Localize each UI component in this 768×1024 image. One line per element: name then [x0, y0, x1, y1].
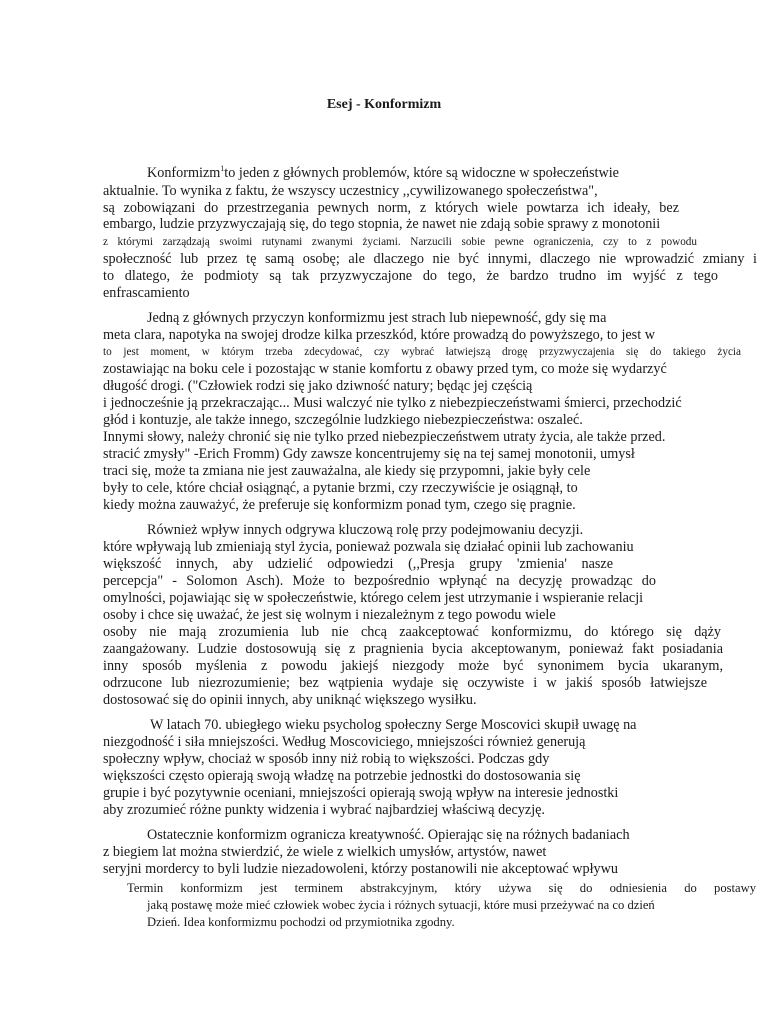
paragraph-line: seryjni mordercy to byli ludzie niezadowoleni, którzy postanowili nie akceptować wpływu	[103, 861, 618, 877]
paragraph-line: zaangażowany. Ludzie dostosowują się z pragnienia bycia akceptowanym, ponieważ fakt posiadania	[103, 641, 723, 657]
paragraph-line: głód i kontuzje, ale także innego, szczególnie ludzkiego niebezpieczeństwa: oszaleć.	[103, 412, 583, 428]
footnote-marker: 1	[220, 164, 225, 173]
paragraph-line: niezgodność i siła mniejszości. Według Moscoviciego, mniejszości również generują	[103, 734, 586, 750]
footnote-line: Termin konformizm jest terminem abstrakcyjnym, który używa się do odniesienia do postawy	[127, 881, 756, 895]
paragraph-line: aktualnie. To wynika z faktu, że wszyscy uczestnicy ,,cywilizowanego społeczeństwa",	[103, 183, 598, 199]
paragraph-line: osoby nie mają zrozumienia lub nie chcą zaakceptować konformizmu, do którego się dąży	[103, 624, 721, 640]
paragraph-line: W latach 70. ubiegłego wieku psycholog społeczny Serge Moscovici skupił uwagę na	[150, 717, 637, 733]
paragraph-line: z którymi zarządzają swoimi rutynami zwanymi życiami. Narzucili sobie pewne ograniczenia, czy to z powodu	[103, 236, 697, 248]
paragraph-line: meta clara, napotyka na swojej drodze kilka przeszkód, które prowadzą do powyższego, to jest w	[103, 327, 655, 343]
paragraph-line: kiedy można zauważyć, że preferuje się konformizm ponad tym, czego się pragnie.	[103, 497, 576, 513]
paragraph-line: Konformizm$^1$to jeden z głównych problemów, które są widoczne w społeczeństwie	[147, 164, 619, 181]
paragraph-line: traci się, może ta zmiana nie jest zauważalna, ale kiedy się przypomni, jakie były cele	[103, 463, 591, 479]
paragraph-line: stracić zmysły" -Erich Fromm) Gdy zawsze koncentrujemy się na tej samej monotonii, umysł	[103, 446, 635, 462]
paragraph-line: osoby i chce się uważać, że jest się wolnym i niezależnym z tego powodu wiele	[103, 607, 556, 623]
paragraph-line: Jedną z głównych przyczyn konformizmu jest strach lub niepewność, gdy się ma	[147, 310, 607, 326]
paragraph-line: grupie i być pozytywnie oceniani, mniejszości opierają swoją wpływ na interesie jednostki	[103, 785, 619, 801]
document-title: Esej - Konformizm	[326, 97, 442, 112]
paragraph-line: były to cele, które chciał osiągnąć, a pytanie brzmi, czy rzeczywiście je osiągnął, to	[103, 480, 578, 496]
paragraph-line: omylności, pojawiając się w społeczeństwie, którego celem jest utrzymanie i wspieranie relacji	[103, 590, 644, 606]
paragraph-line: z biegiem lat można stwierdzić, że wiele z wielkich umysłów, artystów, nawet	[103, 844, 547, 860]
paragraph-line: długość drogi. ("Człowiek rodzi się jako dziwność natury; będąc jej częścią	[103, 378, 533, 394]
paragraph-line: aby zrozumieć różne punkty widzenia i wybrać najbardziej właściwą decyzję.	[103, 802, 545, 818]
paragraph-line: Innymi słowy, należy chronić się nie tylko przed niebezpieczeństwem utraty życia, ale także przed.	[103, 429, 666, 445]
paragraph-line: większość innych, aby udzielić odpowiedzi (,,Presja grupy 'zmienia' nasze	[103, 556, 613, 572]
paragraph-line: odrzucone lub niezrozumienie; bez wątpienia wydaje się oczywiste i w jakiś sposób łatwiejsze	[103, 675, 707, 691]
paragraph-line: inny sposób myślenia z powodu jakiejś niezgody może być synonimem bycia ukaranym,	[103, 658, 723, 674]
paragraph-line: Ostatecznie konformizm ogranicza kreatywność. Opierając się na różnych badaniach	[147, 827, 630, 843]
paragraph-line: społeczność lub przez tę samą osobę; ale dlaczego nie być innymi, dlaczego nie wprowadzić zmiany i	[103, 251, 757, 267]
paragraph-line: enfrascamiento	[103, 285, 190, 301]
paragraph-line: które wpływają lub zmieniają styl życia, ponieważ pozwala się działać opinii lub zachowaniu	[103, 539, 634, 555]
paragraph-line: zostawiając na boku cele i pozostając w stanie komfortu z obawy przed tym, co może się wydarzyć	[103, 361, 667, 377]
paragraph-line: embargo, ludzie przyzwyczajają się, do tego stopnia, że nawet nie zdają sobie sprawy z monotonii	[103, 216, 661, 232]
footnote-line: jaką postawę może mieć człowiek wobec życia i różnych sytuacji, które musi przeżywać na co dzień	[147, 898, 655, 912]
footnote-line: Dzień. Idea konformizmu pochodzi od przymiotnika zgodny.	[147, 915, 455, 929]
paragraph-line: są zobowiązani do przestrzegania pewnych norm, z których wiele powtarza ich ideały, bez	[103, 200, 679, 216]
paragraph-line: dostosować się do opinii innych, aby uniknąć większego wysiłku.	[103, 692, 477, 708]
paragraph-line: Również wpływ innych odgrywa kluczową rolę przy podejmowaniu decyzji.	[147, 522, 584, 538]
paragraph-line: i jednocześnie ją przekraczając... Musi walczyć nie tylko z niebezpieczeństwami śmierci, przechodzić	[103, 395, 682, 411]
paragraph-line: percepcja" - Solomon Asch). Może to bezpośrednio wpłynąć na decyzję prowadząc do	[103, 573, 656, 589]
paragraph-line: to dlatego, że podmioty są tak przyzwyczajone do tego, że bardzo trudno im wyjść z tego	[103, 268, 718, 284]
paragraph-line: większości często opierają swoją władzę na potrzebie jednostki do dostosowania się	[103, 768, 581, 784]
paragraph-line: to jest moment, w którym trzeba zdecydować, czy wybrać łatwiejszą drogę przyzwyczajenia się do takiego życia	[103, 346, 741, 358]
paragraph-line: społeczny wpływ, chociaż w sposób inny niż robią to większości. Podczas gdy	[103, 751, 550, 767]
